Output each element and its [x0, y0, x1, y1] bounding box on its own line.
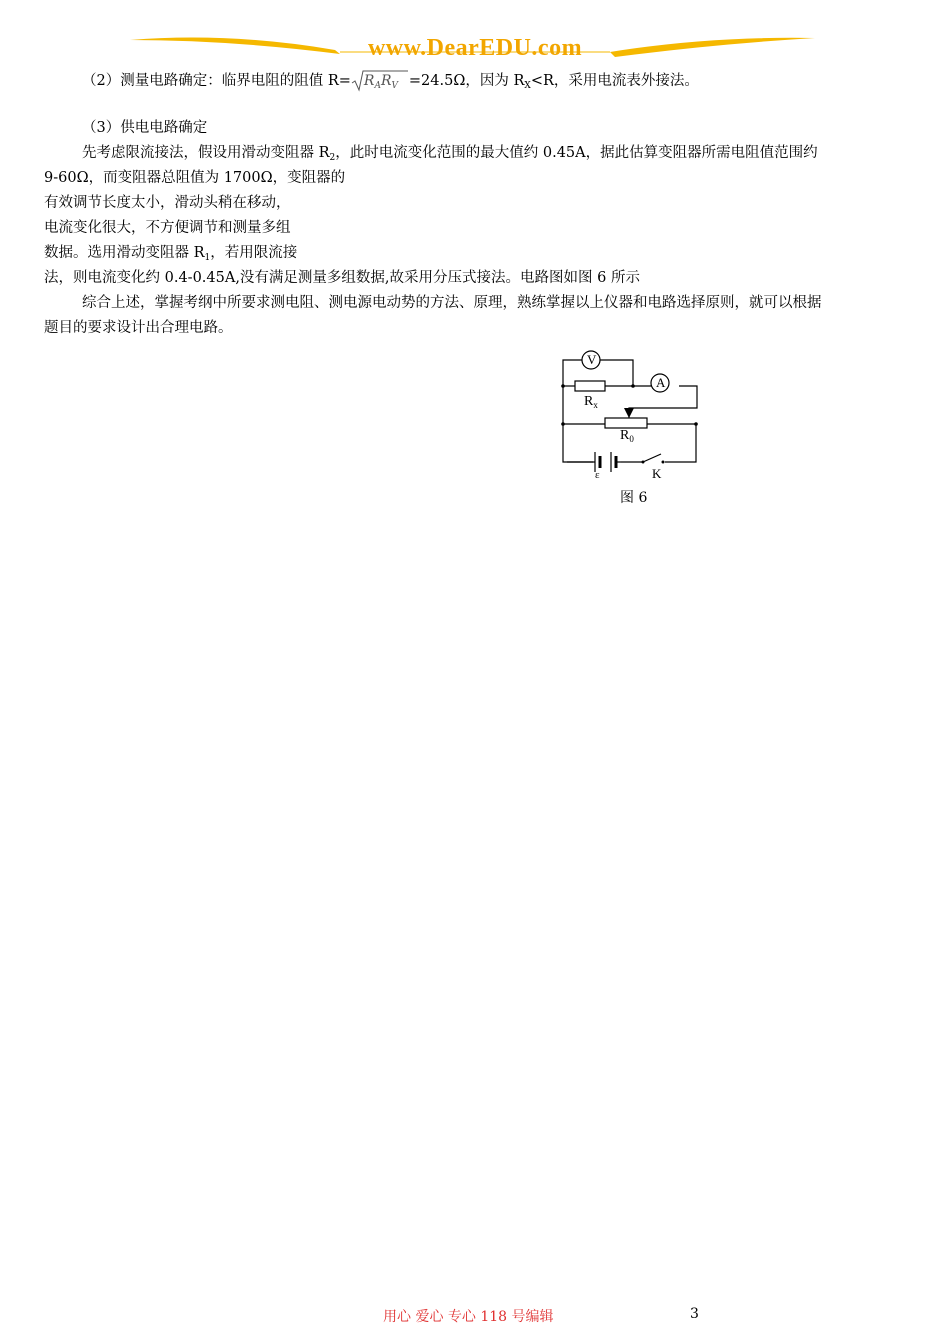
critical-resistance-formula: $R_AR_V$	[351, 71, 409, 91]
circuit-wiring	[555, 348, 705, 473]
site-header	[130, 30, 820, 70]
section-heading-supply: （3）供电电路确定	[82, 120, 208, 136]
footer-text: 用心 爱心 专心 118 号编辑	[383, 1309, 554, 1325]
paragraph-line: 电流变化很大，不方便调节和测量多组	[44, 220, 291, 236]
paragraph-line: 先考虑限流接法，假设用滑动变阻器 $R_2$，此时电流变化范围的最大值约 0.45A，据此估算变阻器所需电阻值范围约	[82, 145, 818, 163]
emf-label: ε	[595, 469, 600, 481]
paragraph-measure-circuit: （2）测量电路确定：临界电阻的阻值 R= $R_AR_V$ =24.5Ω，因为 $R_X<R$，采用电流表外接法。	[82, 71, 699, 96]
paragraph-line: 综合上述，掌握考纲中所要求测电阻、测电源电动势的方法、原理，熟练掌握以上仪器和电路选择原则，就可以根据	[82, 295, 822, 311]
switch-label: K	[652, 466, 662, 481]
paragraph-line: 题目的要求设计出合理电路。	[44, 320, 233, 336]
paragraph-line: 法，则电流变化约 0.4-0.45A,没有满足测量多组数据,故采用分压式接法。电路图如图 6 所示	[44, 270, 640, 286]
page-number: 3	[690, 1306, 699, 1322]
paragraph-line: 有效调节长度太小，滑动头稍在移动，	[44, 195, 291, 211]
figure-caption: 图 6	[620, 490, 648, 506]
voltmeter-label: V	[587, 352, 597, 367]
paragraph-line: 数据。选用滑动变阻器 $R_1$，若用限流接	[44, 245, 298, 263]
rx-label: $R_x$	[584, 394, 598, 410]
slider-arrow-icon	[624, 408, 634, 418]
r0-label: $R_0$	[620, 428, 634, 444]
site-name[interactable]: www.DearEDU.com	[367, 35, 583, 61]
ammeter-label: A	[656, 375, 666, 390]
paragraph-line: 9-60Ω，而变阻器总阻值为 1700Ω，变阻器的	[44, 170, 346, 186]
circuit-diagram	[555, 348, 705, 481]
